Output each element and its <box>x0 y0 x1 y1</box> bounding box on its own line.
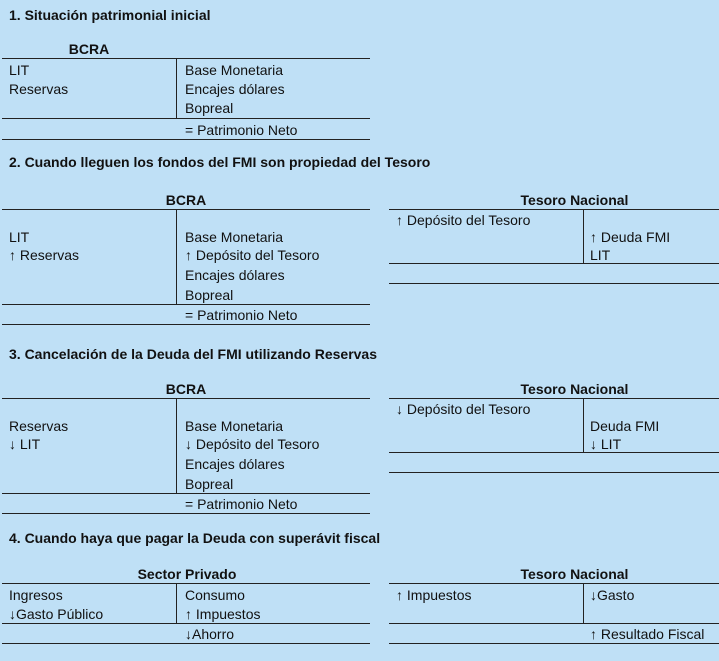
s2-bcra-asset: LIT <box>9 229 30 245</box>
s3-bcra-liability: Bopreal <box>185 476 234 492</box>
s3-bcra-sub-line <box>2 493 370 494</box>
s4-privado-left: Ingresos <box>9 587 63 603</box>
s1-bcra-title: BCRA <box>68 41 110 57</box>
s2-bcra-equity: = Patrimonio Neto <box>185 307 298 323</box>
section-1-heading: 1. Situación patrimonial inicial <box>9 7 211 23</box>
s4-privado-left: ↓Gasto Público <box>9 606 104 622</box>
s2-bcra-top-line <box>2 209 370 210</box>
s3-bcra-title: BCRA <box>165 381 207 397</box>
s2-bcra-liability: Base Monetaria <box>185 229 284 245</box>
s1-bcra-liability: Encajes dólares <box>185 81 285 97</box>
s2-bcra-liability: Bopreal <box>185 287 234 303</box>
s3-tesoro-bottom-line <box>389 472 719 473</box>
s2-tesoro-top-line <box>389 209 719 210</box>
s2-tesoro-liability: ↑ Deuda FMI <box>590 229 671 245</box>
s3-bcra-divider <box>176 398 177 493</box>
s2-tesoro-asset: ↑ Depósito del Tesoro <box>396 212 531 228</box>
s3-bcra-top-line <box>2 398 370 399</box>
s4-tesoro-result: ↑ Resultado Fiscal <box>590 626 705 642</box>
s2-tesoro-title: Tesoro Nacional <box>520 192 629 208</box>
s2-bcra-sub-line <box>2 304 370 305</box>
s3-bcra-asset: ↓ LIT <box>9 436 41 452</box>
s4-tesoro-top-line <box>389 583 719 584</box>
s1-bcra-divider <box>176 58 177 118</box>
s1-bcra-top-line <box>2 58 370 59</box>
s3-tesoro-title: Tesoro Nacional <box>520 381 629 397</box>
s4-tesoro-left: ↑ Impuestos <box>396 587 472 603</box>
s2-tesoro-divider <box>583 209 584 263</box>
s2-tesoro-sub-line <box>389 263 719 264</box>
s1-bcra-equity: = Patrimonio Neto <box>185 122 298 138</box>
s4-tesoro-bottom-line <box>389 643 719 644</box>
s1-bcra-sub-line <box>2 118 370 119</box>
s3-tesoro-sub-line <box>389 452 719 453</box>
s2-bcra-bottom-line <box>2 324 370 325</box>
s1-bcra-liability: Base Monetaria <box>185 62 284 78</box>
s4-tesoro-divider <box>583 583 584 623</box>
s2-tesoro-bottom-line <box>389 283 719 284</box>
s3-bcra-equity: = Patrimonio Neto <box>185 496 298 512</box>
section-3-heading: 3. Cancelación de la Deuda del FMI utilizando Reservas <box>9 346 377 362</box>
s4-privado-result: ↓Ahorro <box>185 626 235 642</box>
s4-privado-top-line <box>2 583 370 584</box>
s1-bcra-bottom-line <box>2 139 370 140</box>
s3-tesoro-liability: ↓ LIT <box>590 436 622 452</box>
s1-bcra-asset: Reservas <box>9 81 69 97</box>
s3-bcra-asset: Reservas <box>9 418 69 434</box>
s2-tesoro-liability: LIT <box>590 247 611 263</box>
s2-bcra-asset: ↑ Reservas <box>9 247 80 263</box>
s4-privado-right: ↑ Impuestos <box>185 606 261 622</box>
s2-bcra-liability: Encajes dólares <box>185 267 285 283</box>
s4-privado-right: Consumo <box>185 587 245 603</box>
s4-privado-title: Sector Privado <box>137 566 237 582</box>
s4-tesoro-right: ↓Gasto <box>590 587 635 603</box>
s3-bcra-liability: Encajes dólares <box>185 456 285 472</box>
s4-tesoro-sub-line <box>389 623 719 624</box>
s3-tesoro-asset: ↓ Depósito del Tesoro <box>396 401 531 417</box>
s1-bcra-liability: Bopreal <box>185 100 234 116</box>
s3-tesoro-divider <box>583 398 584 452</box>
s2-bcra-liability: ↑ Depósito del Tesoro <box>185 247 320 263</box>
s3-bcra-liability: ↓ Depósito del Tesoro <box>185 436 320 452</box>
s3-bcra-liability: Base Monetaria <box>185 418 284 434</box>
section-4-heading: 4. Cuando haya que pagar la Deuda con superávit fiscal <box>9 530 381 546</box>
s4-privado-bottom-line <box>2 643 370 644</box>
section-2-heading: 2. Cuando lleguen los fondos del FMI son propiedad del Tesoro <box>9 154 431 170</box>
s3-tesoro-top-line <box>389 398 719 399</box>
s3-tesoro-liability: Deuda FMI <box>590 418 660 434</box>
s1-bcra-asset: LIT <box>9 62 30 78</box>
s4-tesoro-title: Tesoro Nacional <box>520 566 629 582</box>
s4-privado-divider <box>176 583 177 623</box>
s3-bcra-bottom-line <box>2 513 370 514</box>
s2-bcra-title: BCRA <box>165 192 207 208</box>
s4-privado-sub-line <box>2 623 370 624</box>
s2-bcra-divider <box>176 209 177 304</box>
